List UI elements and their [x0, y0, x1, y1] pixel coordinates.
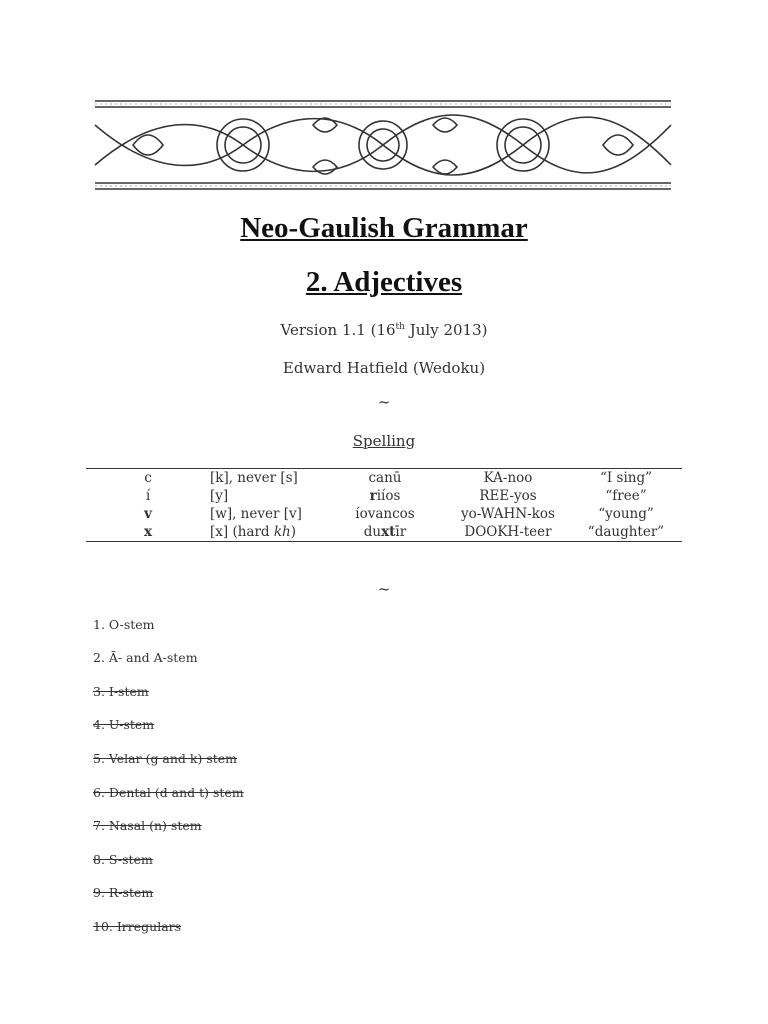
- sound-part: [x] (hard: [210, 524, 274, 540]
- example-word-cell: [324, 523, 446, 542]
- gloss-cell: “I sing”: [599, 470, 652, 486]
- celtic-knot-banner: [93, 95, 673, 195]
- spelling-heading: Spelling: [352, 432, 416, 450]
- sound-cell: [210, 523, 324, 542]
- example-word-part: ncos: [383, 506, 415, 522]
- example-word: canū: [368, 470, 402, 486]
- sound-cell: [k], never [s]: [210, 470, 298, 486]
- toc-item: 4. U-stem: [93, 717, 155, 732]
- spelling-table: [86, 468, 682, 542]
- table-row: [86, 523, 682, 542]
- table-row: [86, 469, 682, 488]
- sound-cell: [w], never [v]: [210, 506, 302, 522]
- separator-tilde: ~: [377, 580, 391, 598]
- example-word-part: īr: [395, 524, 407, 540]
- gloss-cell: “free”: [605, 488, 647, 504]
- chapter-title: 2. Adjectives: [305, 266, 463, 298]
- pronunciation-cell: DOOKH-teer: [464, 524, 552, 540]
- pronunciation-cell: yo-WAHN-kos: [461, 506, 555, 522]
- table-row: [86, 505, 682, 523]
- example-word-part: íos: [381, 488, 401, 504]
- toc-item: 7. Nasal (n) stem: [93, 818, 202, 833]
- toc-item: 3. I-stem: [93, 684, 149, 699]
- example-word-part: i: [376, 488, 382, 504]
- example-word-cell: [324, 505, 446, 523]
- toc-item: 1. O-stem: [93, 617, 155, 632]
- toc-item: 5. Velar (g and k) stem: [93, 751, 238, 766]
- version-superscript: th: [395, 322, 405, 332]
- letter-cell: v: [144, 506, 152, 522]
- toc-item: 8. S-stem: [93, 852, 153, 867]
- example-word-part: íova: [355, 506, 384, 522]
- separator-tilde: ~: [377, 393, 391, 411]
- example-word-cell: [324, 487, 446, 505]
- gloss-cell: “young”: [598, 506, 654, 522]
- example-word-part: r: [369, 488, 377, 504]
- sound-italic: kh: [273, 524, 291, 540]
- document-title: Neo-Gaulish Grammar: [240, 212, 528, 244]
- table-row: [86, 487, 682, 505]
- toc-item: 6. Dental (d and t) stem: [93, 785, 244, 800]
- letter-cell: x: [143, 524, 153, 540]
- pronunciation-cell: KA-noo: [483, 470, 533, 486]
- example-word-cell: [324, 469, 446, 488]
- version-suffix: July 2013): [404, 321, 488, 339]
- gloss-cell: “daughter”: [587, 524, 665, 540]
- version-prefix: Version 1.1 (16: [280, 321, 396, 339]
- sound-cell: [y]: [210, 488, 229, 504]
- example-word-part: du: [363, 524, 382, 540]
- sound-part: ): [290, 524, 296, 540]
- toc-item: 2. Ā- and A-stem: [93, 650, 198, 665]
- example-word-part: xt: [381, 524, 396, 540]
- letter-cell: í: [145, 488, 151, 504]
- pronunciation-cell: REE-yos: [479, 488, 537, 504]
- version-line: [0, 321, 768, 339]
- toc-item: 9. R-stem: [93, 885, 154, 900]
- author-line: Edward Hatfield (Wedoku): [282, 359, 486, 377]
- toc-item: 10. Irregulars: [93, 919, 182, 934]
- letter-cell: c: [144, 470, 152, 486]
